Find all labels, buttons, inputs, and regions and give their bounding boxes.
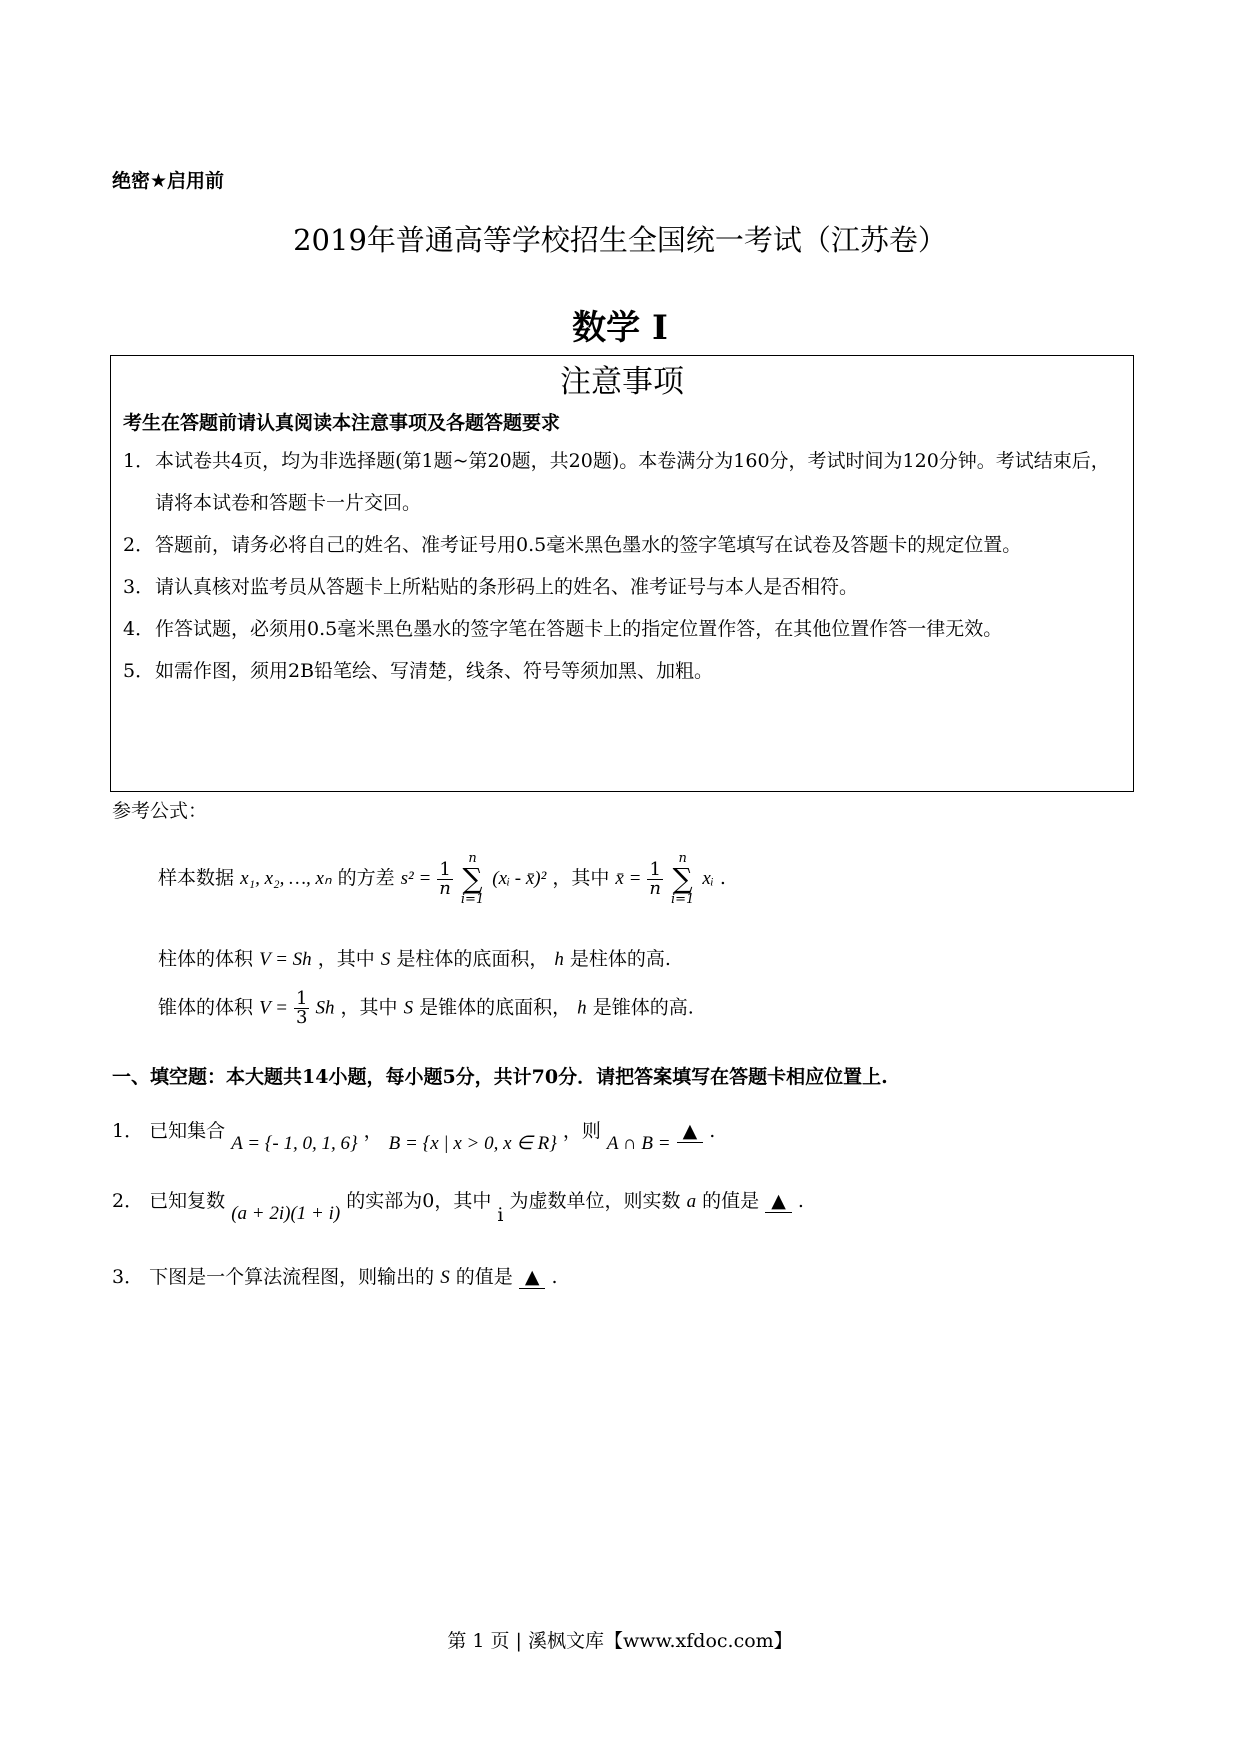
notice-item bbox=[123, 440, 1123, 524]
fraction-numerator: 1 bbox=[649, 858, 661, 880]
sum-upper: n bbox=[468, 851, 477, 866]
cylinder-end: 是柱体的高. bbox=[569, 948, 671, 970]
complex-expression: (a + 2i)(1 + i) bbox=[231, 1203, 341, 1224]
notice-item-number: 3． bbox=[123, 576, 155, 598]
summation-sign bbox=[671, 852, 694, 906]
question-1 bbox=[112, 1116, 716, 1154]
question-text: ， bbox=[363, 1120, 383, 1142]
notice-item bbox=[123, 608, 1123, 650]
cone-mid: ，其中 bbox=[340, 996, 398, 1019]
question-end: . bbox=[797, 1190, 804, 1212]
cone-volume-formula bbox=[158, 990, 694, 1027]
question-number: 1． bbox=[112, 1120, 144, 1142]
cylinder-mid2: 是柱体的底面积， bbox=[396, 948, 549, 970]
notice-item bbox=[123, 650, 1123, 692]
question-end: . bbox=[551, 1266, 558, 1288]
notice-item-number: 2． bbox=[123, 534, 155, 556]
notice-item bbox=[123, 566, 1123, 608]
question-number: 3． bbox=[112, 1266, 144, 1288]
notice-item-text: 如需作图，须用2B铅笔绘、写清楚，线条、符号等须加黑、加粗。 bbox=[155, 660, 714, 682]
variance-lhs: s² = bbox=[400, 868, 432, 889]
cylinder-prefix: 柱体的体积 bbox=[158, 948, 254, 970]
variance-separator: ，其中 bbox=[552, 867, 610, 889]
fraction-denominator: n bbox=[649, 877, 661, 899]
intersection-expression: A ∩ B = bbox=[606, 1133, 671, 1154]
variance-variables: x₁, x₂, …, xₙ bbox=[240, 868, 332, 889]
variance-fraction bbox=[437, 858, 452, 899]
sum-upper: n bbox=[678, 851, 687, 866]
question-text: ，则 bbox=[562, 1120, 601, 1142]
notice-item-number: 5． bbox=[123, 660, 155, 682]
cylinder-volume-formula bbox=[158, 944, 671, 971]
cone-h: h bbox=[577, 997, 587, 1019]
cone-rhs: Sh bbox=[315, 997, 335, 1019]
mean-lhs: x̄ = bbox=[615, 868, 642, 889]
variance-mid: 的方差 bbox=[337, 867, 395, 889]
question-2 bbox=[112, 1186, 804, 1226]
fraction-numerator: 1 bbox=[439, 858, 451, 880]
fraction-denominator: 3 bbox=[295, 1007, 308, 1028]
question-text: 为虚数单位，则实数 bbox=[509, 1190, 681, 1212]
cylinder-formula: V = Sh bbox=[259, 949, 312, 970]
confidential-label: 绝密★启用前 bbox=[112, 170, 225, 192]
question-text: 已知集合 bbox=[149, 1120, 226, 1142]
notice-box bbox=[110, 355, 1134, 792]
fraction-denominator: n bbox=[439, 877, 451, 899]
mean-body: xᵢ bbox=[702, 868, 714, 889]
notice-item-text: 本试卷共4页，均为非选择题(第1题~第20题，共20题)。本卷满分为160分，考试时间为120分钟。考试结束后，请将本试卷和答题卡一片交回。 bbox=[155, 450, 1110, 514]
question-3 bbox=[112, 1262, 558, 1289]
notice-title: 注意事项 bbox=[560, 364, 684, 400]
set-b: B = {x | x > 0, x ∈ R} bbox=[388, 1133, 557, 1154]
notice-lead: 考生在答题前请认真阅读本注意事项及各题答题要求 bbox=[123, 412, 561, 434]
answer-blank[interactable]: ▲ bbox=[519, 1266, 546, 1289]
sum-lower: i=1 bbox=[670, 892, 695, 907]
question-text: 已知复数 bbox=[149, 1190, 226, 1212]
question-text: 的值是 bbox=[455, 1266, 513, 1288]
fraction-numerator: 1 bbox=[295, 988, 308, 1009]
answer-blank[interactable]: ▲ bbox=[677, 1120, 704, 1143]
mean-end: . bbox=[719, 867, 726, 889]
notice-item-number: 4． bbox=[123, 618, 155, 640]
notice-item-text: 答题前，请务必将自己的姓名、准考证号用0.5毫米黑色墨水的签字笔填写在试卷及答题卡的规定位置。 bbox=[155, 534, 1022, 556]
cone-s: S bbox=[403, 997, 414, 1019]
notice-item bbox=[123, 524, 1123, 566]
variable-s: S bbox=[440, 1267, 450, 1288]
notice-item-text: 请认真核对监考员从答题卡上所粘贴的条形码上的姓名、准考证号与本人是否相符。 bbox=[155, 576, 859, 598]
cone-mid2: 是锥体的底面积， bbox=[419, 996, 572, 1019]
set-a: A = {- 1, 0, 1, 6} bbox=[231, 1133, 358, 1154]
sum-lower: i=1 bbox=[460, 892, 485, 907]
cylinder-h: h bbox=[554, 949, 564, 970]
variance-prefix: 样本数据 bbox=[158, 867, 235, 889]
variance-formula bbox=[158, 852, 726, 906]
cone-prefix: 锥体的体积 bbox=[158, 996, 254, 1019]
mean-fraction bbox=[647, 858, 662, 899]
variance-body: (xᵢ - x̄)² bbox=[492, 868, 547, 889]
cylinder-s: S bbox=[380, 949, 391, 970]
sigma-icon: ∑ bbox=[462, 862, 483, 895]
question-end: . bbox=[709, 1120, 716, 1142]
summation-sign bbox=[461, 852, 484, 906]
cone-end: 是锥体的高. bbox=[592, 996, 694, 1019]
cylinder-mid: ，其中 bbox=[317, 948, 375, 970]
subject-title: 数学 I bbox=[572, 308, 668, 348]
question-text: 下图是一个算法流程图，则输出的 bbox=[149, 1266, 435, 1288]
notice-item-number: 1． bbox=[123, 450, 155, 472]
notice-list bbox=[123, 440, 1123, 692]
imaginary-unit: i bbox=[497, 1204, 504, 1226]
reference-label: 参考公式： bbox=[112, 800, 208, 822]
cone-fraction bbox=[294, 990, 309, 1027]
page-footer: 第 1 页 | 溪枫文库【www.xfdoc.com】 bbox=[447, 1630, 793, 1652]
notice-item-text: 作答试题，必须用0.5毫米黑色墨水的签字笔在答题卡上的指定位置作答，在其他位置作答一律无效。 bbox=[155, 618, 1003, 640]
variable-a: a bbox=[686, 1191, 697, 1212]
sigma-icon: ∑ bbox=[672, 862, 693, 895]
exam-title: 2019年普通高等学校招生全国统一考试（江苏卷） bbox=[293, 223, 947, 257]
section-heading: 一、填空题：本大题共14小题，每小题5分，共计70分．请把答案填写在答题卡相应位置上. bbox=[112, 1066, 888, 1088]
cone-lhs: V = bbox=[259, 997, 288, 1019]
answer-blank[interactable]: ▲ bbox=[765, 1190, 792, 1213]
question-number: 2． bbox=[112, 1190, 144, 1212]
question-text: 的值是 bbox=[702, 1190, 760, 1212]
question-text: 的实部为0，其中 bbox=[346, 1190, 492, 1212]
